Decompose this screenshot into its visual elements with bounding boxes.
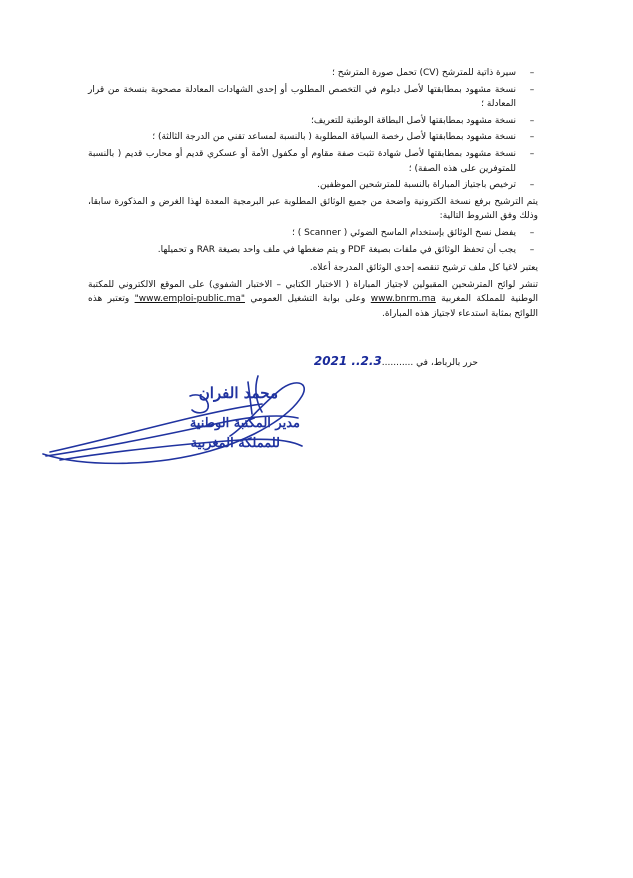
emploi-public-link[interactable]: "www.emploi-public.ma" [134,294,245,305]
list-item: – نسخة مشهود بمطابقتها لأصل دبلوم في التخصص المطلوب أو إحدى الشهادات المعادلة مصحوبة بنسخة من قرار المعادلة ؛ [88,84,535,110]
list-item: – سيرة ذاتية للمترشح (CV) تحمل صورة المترشح ؛ [332,68,535,78]
list-item-text: سيرة ذاتية للمترشح (CV) تحمل صورة المترشح ؛ [332,68,516,78]
publish-text-2: وعلى بوابة التشغيل العمومي [250,294,366,305]
upload-paragraph: يتم الترشيح برفع نسخة الكترونية واضحة من جميع الوثائق المطلوبة عبر البرمجية المعدة لهذا الغرض و المذكورة سابقا، وذلك وفق الشروط التالية: [88,196,538,222]
list-item-text: ترخيص باجتياز المباراة بالنسبة للمترشحين الموظفين. [317,180,516,191]
list-item-text: نسخة مشهود بمطابقتها لأصل دبلوم في التخصص المطلوب أو إحدى الشهادات المعادلة مصحوبة بنسخة من قرار المعادلة ؛ [88,84,516,110]
bnrm-link[interactable]: www.bnrm.ma [370,294,436,305]
list-item: – يجب أن تحفظ الوثائق في ملفات بصيغة PDF و يتم ضغطها في ملف واحد بصيغة RAR و تحميلها. [157,244,535,255]
upload-conditions-list [88,226,538,257]
signature-org: للمملكة المغربية [190,436,280,451]
list-item-text: يفضل نسخ الوثائق بإستخدام الماسح الضوئي ( Scanner ) ؛ [292,227,516,238]
list-item: – نسخة مشهود بمطابقتها لأصل شهادة تثبت صفة مقاوم أو مكفول الأمة أو عسكري قديم أو محارب قديم ( بالنسبة للمتوفرين على هذه الصفة) ؛ [88,148,535,174]
list-item-text: يجب أن تحفظ الوثائق في ملفات بصيغة PDF و يتم ضغطها في ملف واحد بصيغة RAR و تحميلها. [157,244,516,255]
signed-date: 2021 ..2.3 [313,354,382,368]
list-item-text: نسخة مشهود بمطابقتها لأصل شهادة تثبت صفة مقاوم أو مكفول الأمة أو عسكري قديم أو محارب قديم ( بالنسبة للمتوفرين على هذه الصفة) ؛ [88,148,516,174]
document-body [88,66,538,324]
signature-title: مدير المكتبة الوطنية [189,416,300,431]
list-item-text: نسخة مشهود بمطابقتها لأصل البطاقة الوطنية للتعريف؛ [310,115,516,126]
list-item: – نسخة مشهود بمطابقتها لأصل رخصة السياقة المطلوبة ( بالنسبة لمساعد تقني من الدرجة الثالثة) ؛ [152,132,535,143]
void-notice: يعتبر لاغيا كل ملف ترشيح تنقصه إحدى الوثائق المدرجة أعلاه. [309,263,538,274]
list-item-text: نسخة مشهود بمطابقتها لأصل رخصة السياقة المطلوبة ( بالنسبة لمساعد تقني من الدرجة الثالثة) ؛ [152,132,516,143]
requirements-list [88,66,538,193]
list-item: – نسخة مشهود بمطابقتها لأصل البطاقة الوطنية للتعريف؛ [310,115,535,126]
list-item: – يفضل نسخ الوثائق بإستخدام الماسح الضوئي ( Scanner ) ؛ [292,227,535,238]
signed-at-label: حرر بالرباط، في [416,358,478,368]
handwritten-signature [40,356,340,476]
publish-text-3: وتعتبر هذه اللوائح بمثابة استدعاء لاجتياز هذه المباراة. [88,294,538,319]
list-item: – ترخيص باجتياز المباراة بالنسبة للمترشحين الموظفين. [317,180,535,191]
signature-name: محمد الفران [198,384,278,402]
publish-text-1: تنشر لوائح المترشحين المقبولين لاجتياز المباراة ( الاختبار الكتابي – الاختبار الشفوي) على الموقع الالكتروني للمكتبة الوطنية للمملكة المغربية [88,279,538,305]
signed-dots: ........... [381,358,414,368]
publish-paragraph [88,278,538,322]
